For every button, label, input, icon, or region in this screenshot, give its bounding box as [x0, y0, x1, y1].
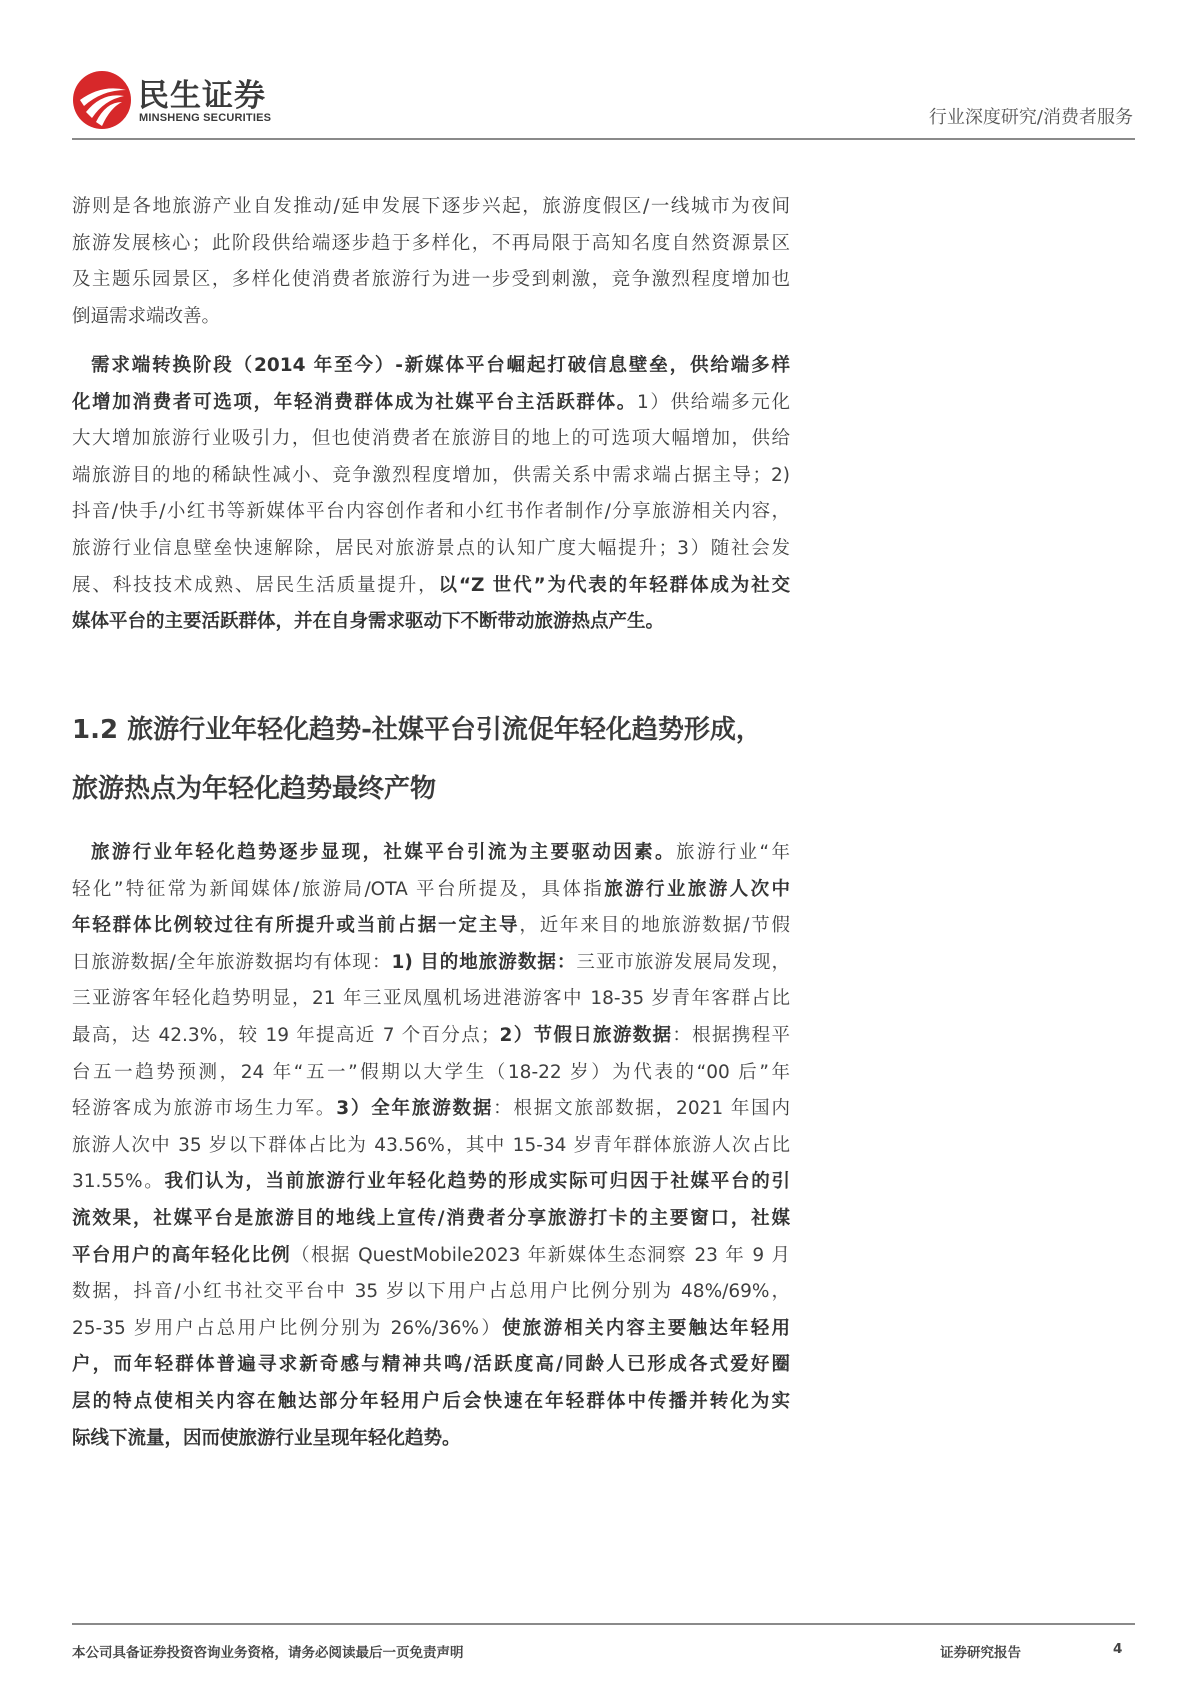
text-line	[72, 1421, 790, 1458]
minsheng-logo-icon	[72, 70, 132, 130]
body-text: 旅游行业“年	[675, 842, 790, 863]
text-line	[72, 494, 790, 531]
footer-report-type: 证券研究报告	[940, 1645, 1021, 1661]
body-text: （根据 QuestMobile2023 年新媒体生态洞察 23 年 9 月	[291, 1244, 790, 1266]
report-category: 行业深度研究/消费者服务	[928, 107, 1133, 128]
body-text: 及主题乐园景区，多样化使消费者旅游行为进一步受到刺激，竞争激烈程度增加也	[72, 269, 790, 291]
body-text: 抖音/快手/小红书等新媒体平台内容创作者和小红书作者制作/分享旅游相关内容，	[72, 501, 790, 523]
bold-text: 1) 目的地旅游数据：	[391, 951, 577, 973]
bold-text: 化增加消费者可选项，年轻消费群体成为社媒平台主活跃群体。	[72, 391, 637, 413]
bold-text: 旅游行业旅游人次中	[604, 878, 790, 900]
bold-text: 户，而年轻群体普遍寻求新奇感与精神共鸣/活跃度高/同龄人已形成各式爱好圈	[72, 1354, 790, 1376]
text-line	[72, 945, 790, 982]
text-line	[72, 1311, 790, 1348]
page-number: 4	[1113, 1641, 1123, 1657]
body-text: 大大增加旅游行业吸引力，但也使消费者在旅游目的地上的可选项大幅增加，供给	[72, 428, 790, 450]
paragraph-demand-transition	[72, 348, 790, 641]
paragraph-supply-diversification	[72, 189, 790, 335]
body-text: 轻化”特征常为新闻媒体/旅游局/OTA 平台所提及，具体指	[72, 878, 605, 900]
text-line	[72, 1128, 790, 1165]
text-line	[72, 1201, 790, 1238]
bold-text: 层的特点使相关内容在触达部分年轻用户后会快速在年轻群体中传播并转化为实	[72, 1390, 790, 1412]
text-line	[72, 299, 790, 336]
bold-text: 使旅游相关内容主要触达年轻用	[502, 1317, 790, 1339]
body-text: ，近年来目的地旅游数据/节假	[519, 915, 790, 937]
bold-text: 以“Z 世代”为代表的年轻群体成为社交	[438, 574, 790, 596]
text-line	[72, 226, 790, 263]
footer-disclaimer: 本公司具备证券投资咨询业务资格，请务必阅读最后一页免责声明	[72, 1645, 464, 1661]
text-line	[72, 1091, 790, 1128]
bold-text: 媒体平台的主要活跃群体，并在自身需求驱动下不断带动旅游热点产生。	[72, 611, 665, 633]
bold-text: 3）全年旅游数据	[336, 1098, 494, 1120]
logo-english-name: MINSHENG SECURITIES	[139, 112, 272, 124]
body-text: 旅游行业信息壁垒快速解除，居民对旅游景点的认知广度大幅提升；3）随社会发	[72, 537, 790, 559]
text-line	[72, 531, 790, 568]
company-logo	[72, 66, 312, 140]
body-text: 旅游发展核心；此阶段供给端逐步趋于多样化，不再局限于高知名度自然资源景区	[72, 232, 790, 254]
body-text: 旅游人次中 35 岁以下群体占比为 43.56%，其中 15-34 岁青年群体旅游人次占比	[72, 1134, 790, 1156]
bold-text: 2）节假日旅游数据	[499, 1024, 673, 1046]
text-line	[72, 385, 790, 422]
bold-text: 际线下流量，因而使旅游行业呈现年轻化趋势。	[72, 1427, 461, 1449]
footer-divider	[72, 1623, 1135, 1625]
bold-text: 年轻群体比例较过往有所提升或当前占据一定主导	[72, 915, 520, 937]
logo-chinese-name: 民生证券	[138, 78, 266, 114]
text-line	[72, 835, 790, 872]
body-text: 最高，达 42.3%，较 19 年提高近 7 个百分点；	[72, 1024, 500, 1046]
body-text: 31.55%。	[72, 1171, 165, 1193]
body-text: 台五一趋势预测，24 年“五一”假期以大学生（18-22 岁）为代表的“00 后”年	[72, 1061, 790, 1083]
text-line	[72, 604, 790, 641]
text-line	[72, 1384, 790, 1421]
bold-text: 流效果，社媒平台是旅游目的地线上宣传/消费者分享旅游打卡的主要窗口，社媒	[72, 1207, 790, 1229]
text-line	[72, 1274, 790, 1311]
text-line	[72, 458, 790, 495]
body-text: 三亚游客年轻化趋势明显，21 年三亚凤凰机场进港游客中 18-35 岁青年客群占比	[72, 988, 790, 1010]
text-line	[72, 262, 790, 299]
section-heading-line-2: 旅游热点为年轻化趋势最终产物	[72, 774, 437, 804]
body-text: 1）供给端多元化	[636, 391, 790, 413]
body-text: 端旅游目的地的稀缺性减小、竞争激烈程度增加，供需关系中需求端占据主导；2)	[72, 464, 790, 486]
text-line	[72, 1347, 790, 1384]
text-line	[72, 348, 790, 385]
text-line	[72, 908, 790, 945]
text-line	[72, 1164, 790, 1201]
body-text: 轻游客成为旅游市场生力军。	[72, 1098, 337, 1120]
body-text: 三亚市旅游发展局发现，	[576, 951, 790, 973]
bold-text: 旅游行业年轻化趋势逐步显现，社媒平台引流为主要驱动因素。	[91, 842, 676, 863]
paragraph-youth-trend	[72, 835, 790, 1457]
header-divider	[72, 138, 1135, 140]
bold-text: 我们认为，当前旅游行业年轻化趋势的形成实际可归因于社媒平台的引	[164, 1171, 790, 1193]
text-line	[72, 568, 790, 605]
body-text: 展、科技技术成熟、居民生活质量提升，	[72, 574, 439, 596]
text-line	[72, 1055, 790, 1092]
body-text: ：根据文旅部数据，2021 年国内	[493, 1098, 790, 1120]
text-line	[72, 1238, 790, 1275]
body-text: 倒逼需求端改善。	[72, 305, 221, 327]
text-line	[72, 1018, 790, 1055]
text-line	[72, 872, 790, 909]
body-text: ：根据携程平	[672, 1024, 790, 1046]
body-text: 25-35 岁用户占总用户比例分别为 26%/36%）	[72, 1317, 503, 1339]
bold-text: 需求端转换阶段（2014 年至今）-新媒体平台崛起打破信息壁垒，供给端多样	[91, 355, 790, 376]
body-text: 日旅游数据/全年旅游数据均有体现：	[72, 951, 392, 973]
text-line	[72, 189, 790, 226]
section-heading-line-1: 1.2 旅游行业年轻化趋势-社媒平台引流促年轻化趋势形成，	[72, 715, 762, 745]
bold-text: 平台用户的高年轻化比例	[72, 1244, 292, 1266]
text-line	[72, 421, 790, 458]
body-text: 数据，抖音/小红书社交平台中 35 岁以下用户占总用户比例分别为 48%/69%，	[72, 1281, 790, 1303]
body-text: 游则是各地旅游产业自发推动/延申发展下逐步兴起，旅游度假区/一线城市为夜间	[72, 196, 790, 217]
text-line	[72, 981, 790, 1018]
